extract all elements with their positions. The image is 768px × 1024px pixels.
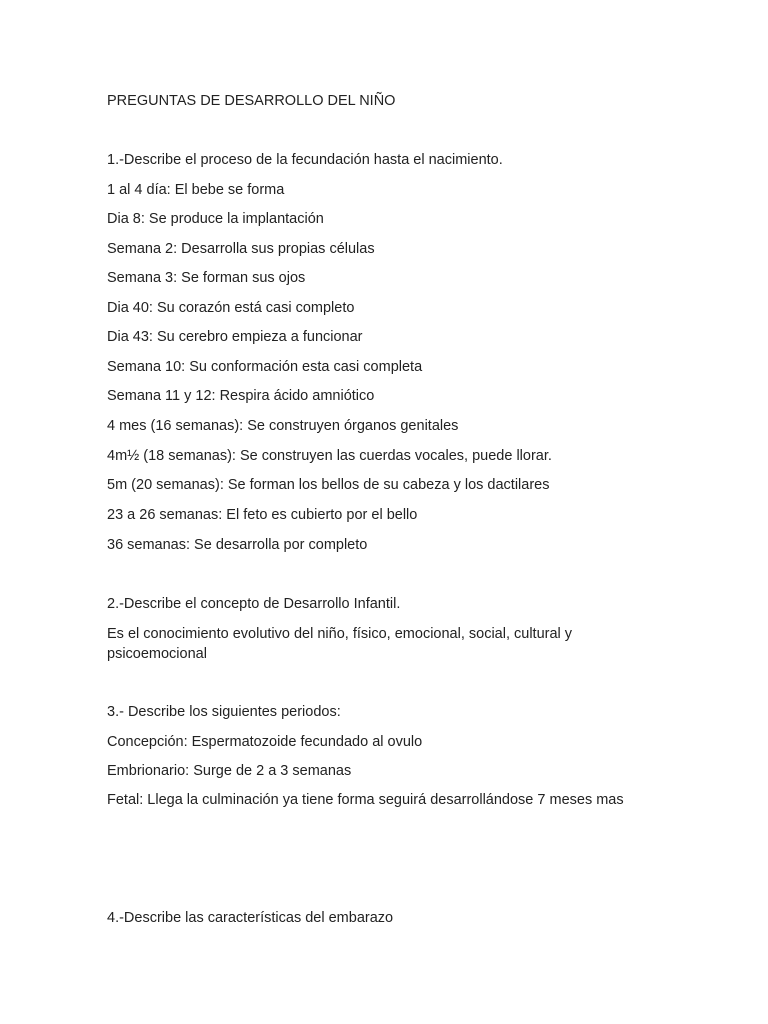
answer-line: Semana 2: Desarrolla sus propias células bbox=[107, 241, 375, 257]
answer-line: Embrionario: Surge de 2 a 3 semanas bbox=[107, 763, 352, 779]
answer-paragraph: Es el conocimiento evolutivo del niño, físico, emocional, social, cultural y psicoemocional bbox=[107, 626, 573, 662]
answer-line: Dia 40: Su corazón está casi completo bbox=[107, 300, 355, 316]
question-4: 4.-Describe las características del embarazo bbox=[107, 910, 394, 926]
question-1: 1.-Describe el proceso de la fecundación hasta el nacimiento. bbox=[107, 152, 503, 168]
answer-line: 1 al 4 día: El bebe se forma bbox=[107, 182, 285, 198]
answer-line: 5m (20 semanas): Se forman los bellos de su cabeza y los dactilares bbox=[107, 477, 550, 493]
question-2: 2.-Describe el concepto de Desarrollo Infantil. bbox=[107, 596, 401, 612]
answer-line: 4m½ (18 semanas): Se construyen las cuerdas vocales, puede llorar. bbox=[107, 448, 552, 464]
question-3: 3.- Describe los siguientes periodos: bbox=[107, 704, 341, 720]
answer-line: Semana 3: Se forman sus ojos bbox=[107, 270, 306, 286]
answer-line: Fetal: Llega la culminación ya tiene forma seguirá desarrollándose 7 meses mas bbox=[107, 792, 624, 808]
answer-line: Semana 11 y 12: Respira ácido amniótico bbox=[107, 388, 375, 404]
answer-line: 4 mes (16 semanas): Se construyen órganos genitales bbox=[107, 418, 459, 434]
answer-line: Dia 43: Su cerebro empieza a funcionar bbox=[107, 329, 363, 345]
answer-line: 36 semanas: Se desarrolla por completo bbox=[107, 537, 368, 553]
answer-line: Dia 8: Se produce la implantación bbox=[107, 211, 324, 227]
answer-line: Semana 10: Su conformación esta casi completa bbox=[107, 359, 423, 375]
answer-line: 23 a 26 semanas: El feto es cubierto por el bello bbox=[107, 507, 418, 523]
document-title: PREGUNTAS DE DESARROLLO DEL NIÑO bbox=[107, 93, 396, 109]
answer-line: Concepción: Espermatozoide fecundado al ovulo bbox=[107, 734, 423, 750]
